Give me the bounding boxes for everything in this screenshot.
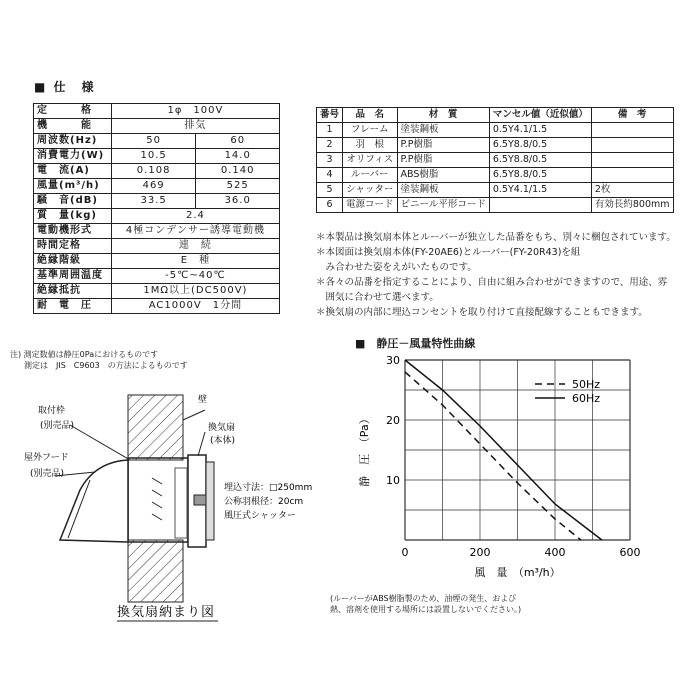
spec-row [34,254,280,269]
spec-value-v60: 14.0 [196,149,280,164]
parts-row [317,198,674,213]
parts-cell [591,168,673,183]
parts-cell: 5 [317,183,343,198]
pq-chart [340,350,670,595]
spec-value-v50: 10.5 [111,149,196,164]
parts-cell: 有効長約800mm [591,198,673,213]
note-line: ＊各々の品番を指定することにより、自由に組み合わせができますので、用途、雰 [316,277,668,288]
parts-cell: 塗装鋼板 [397,183,489,198]
parts-header-row [317,108,674,123]
label-hood: 屋外フード [24,453,69,463]
spec-value: 連 続 [111,239,279,254]
label-frame: 取付枠 [38,406,66,416]
note-line: ＊換気扇の内部に埋込コンセントを取り付けて直接配線することもできます。 [316,307,648,318]
spec-row [34,119,280,134]
note-line: み合わせた姿をえがいたものです。 [316,262,477,273]
note-line: ＊本図面は換気扇本体(FY-20AE6)とルーバー(FY-20R43)を組 [316,247,581,258]
parts-cell: 0.5Y4.1/1.5 [489,123,591,138]
louver [206,462,214,540]
parts-cell: P.P樹脂 [397,153,489,168]
parts-cell: 6.5Y8.8/0.5 [489,153,591,168]
parts-cell: 羽 根 [343,138,398,153]
spec-value-v60: 525 [196,179,280,194]
parts-row [317,153,674,168]
spec-value-v50: 469 [111,179,196,194]
motor [194,495,206,505]
spec-label: 絶縁階級 [34,254,112,269]
parts-header-cell: 品 名 [343,108,398,123]
spec-label: 耐 電 圧 [34,299,112,314]
label-spec-2: 公称羽根径：20cm [224,497,304,507]
parts-row [317,183,674,198]
spec-label: 消費電力(W) [34,149,112,164]
chart-footnote-1: (ルーバーがABS樹脂製のため、油煙の発生、および [330,594,517,603]
spec-row [34,284,280,299]
parts-table [316,107,674,213]
parts-header-cell: 材 質 [397,108,489,123]
note-line: 囲気に合わせて選べます。 [316,292,439,303]
spec-value: E 種 [111,254,279,269]
orifice [175,468,187,538]
x-tick-label: 200 [469,546,491,559]
spec-value-v60: 36.0 [196,194,280,209]
parts-cell: 6.5Y8.8/0.5 [489,138,591,153]
parts-cell: オリフィス [343,153,398,168]
parts-cell: シャッター [343,183,398,198]
leader-wall [183,410,205,420]
spec-label: 電動機形式 [34,224,112,239]
spec-value-v50: 0.108 [111,164,196,179]
label-wall: 壁 [198,395,208,405]
diagram-caption: 換気扇納まり図 [117,605,216,620]
x-tick-label: 0 [401,546,409,559]
parts-cell [591,153,673,168]
chart-title: ■ 静圧－風量特性曲線 [355,337,476,350]
parts-cell: フレーム [343,123,398,138]
parts-cell: 1 [317,123,343,138]
leader-fan [198,432,205,456]
parts-cell: ビニール平形コード [397,198,489,213]
spec-footnote-1: 注) 測定数値は静圧0Paにおけるものです [10,350,159,359]
spec-value: 排気 [111,119,279,134]
wall-upper [128,395,183,460]
spec-table [33,103,280,314]
spec-label: 時間定格 [34,239,112,254]
spec-footnote-2: 測定は JIS C9603 の方法によるものです [24,361,188,370]
spec-row [34,149,280,164]
parts-cell [591,138,673,153]
spec-title: ■ 仕 様 [34,80,96,94]
spec-row [34,134,280,149]
parts-header-cell: 備 考 [591,108,673,123]
x-tick-label: 400 [544,546,566,559]
spec-value: AC1000V 1分間 [111,299,279,314]
spec-value-v60: 0.140 [196,164,280,179]
spec-value-v50: 50 [111,134,196,149]
spec-row [34,164,280,179]
parts-cell: 塗装鋼板 [397,123,489,138]
parts-cell: 6 [317,198,343,213]
label-frame-sub: (別売品) [40,421,75,431]
legend-label: 60Hz [572,392,601,405]
parts-cell: 2 [317,138,343,153]
parts-cell: ルーバー [343,168,398,183]
spec-row [34,299,280,314]
parts-row [317,168,674,183]
parts-cell: 電源コード [343,198,398,213]
installation-diagram [0,380,320,630]
parts-cell: 6.5Y8.8/0.5 [489,168,591,183]
parts-cell [591,123,673,138]
leader-frame [70,425,130,460]
spec-label: 騒 音(dB) [34,194,112,209]
legend-label: 50Hz [572,378,601,391]
notes-block [316,230,676,320]
spec-value-v60: 60 [196,134,280,149]
label-fan-sub: (本体) [210,436,236,446]
spec-row [34,209,280,224]
y-axis-label: 静 圧 （Pa） [358,413,371,487]
label-spec-1: 埋込寸法：□250mm [224,483,313,493]
spec-label: 絶縁抵抗 [34,284,112,299]
y-tick-label: 10 [386,474,400,487]
label-fan: 換気扇 [208,423,236,433]
parts-cell: ABS樹脂 [397,168,489,183]
parts-cell: 3 [317,153,343,168]
spec-label: 定 格 [34,104,112,119]
label-hood-sub: (別売品) [30,469,65,479]
series-line-50Hz [405,372,581,540]
spec-label: 基準周囲温度 [34,269,112,284]
spec-label: 電 流(A) [34,164,112,179]
y-tick-label: 20 [386,414,400,427]
wall-lower [128,540,183,602]
label-spec-3: 風圧式シャッター [224,511,296,521]
spec-label: 風量(m³/h) [34,179,112,194]
mounting-frame [128,458,188,542]
parts-header-cell: 番号 [317,108,343,123]
x-tick-label: 600 [619,546,641,559]
y-tick-label: 30 [386,354,400,367]
parts-cell: 4 [317,168,343,183]
spec-row [34,179,280,194]
spec-label: 質 量(kg) [34,209,112,224]
parts-row [317,138,674,153]
x-axis-label: 風 量 （m³/h） [474,566,561,579]
note-line: ＊本製品は換気扇本体とルーバーが独立した品番をもち、別々に梱包されています。 [316,232,676,243]
spec-value: 2.4 [111,209,279,224]
shutter [152,478,162,520]
spec-row [34,239,280,254]
parts-cell [489,198,591,213]
spec-value-v50: 33.5 [111,194,196,209]
spec-row [34,224,280,239]
parts-cell: 2枚 [591,183,673,198]
spec-label: 周波数(Hz) [34,134,112,149]
spec-value: 1φ 100V [111,104,279,119]
parts-cell: 0.5Y4.1/1.5 [489,183,591,198]
spec-value: 1MΩ以上(DC500V) [111,284,279,299]
spec-label: 機 能 [34,119,112,134]
spec-row [34,104,280,119]
spec-row [34,269,280,284]
spec-value: -5℃~40℃ [111,269,279,284]
chart-footnote-2: 熱、溶剤を使用する場所には設置しないでください。) [330,605,522,614]
parts-row [317,123,674,138]
spec-value: 4極コンデンサー誘導電動機 [111,224,279,239]
spec-row [34,194,280,209]
parts-header-cell: マンセル値（近似値） [489,108,591,123]
parts-cell: P.P樹脂 [397,138,489,153]
